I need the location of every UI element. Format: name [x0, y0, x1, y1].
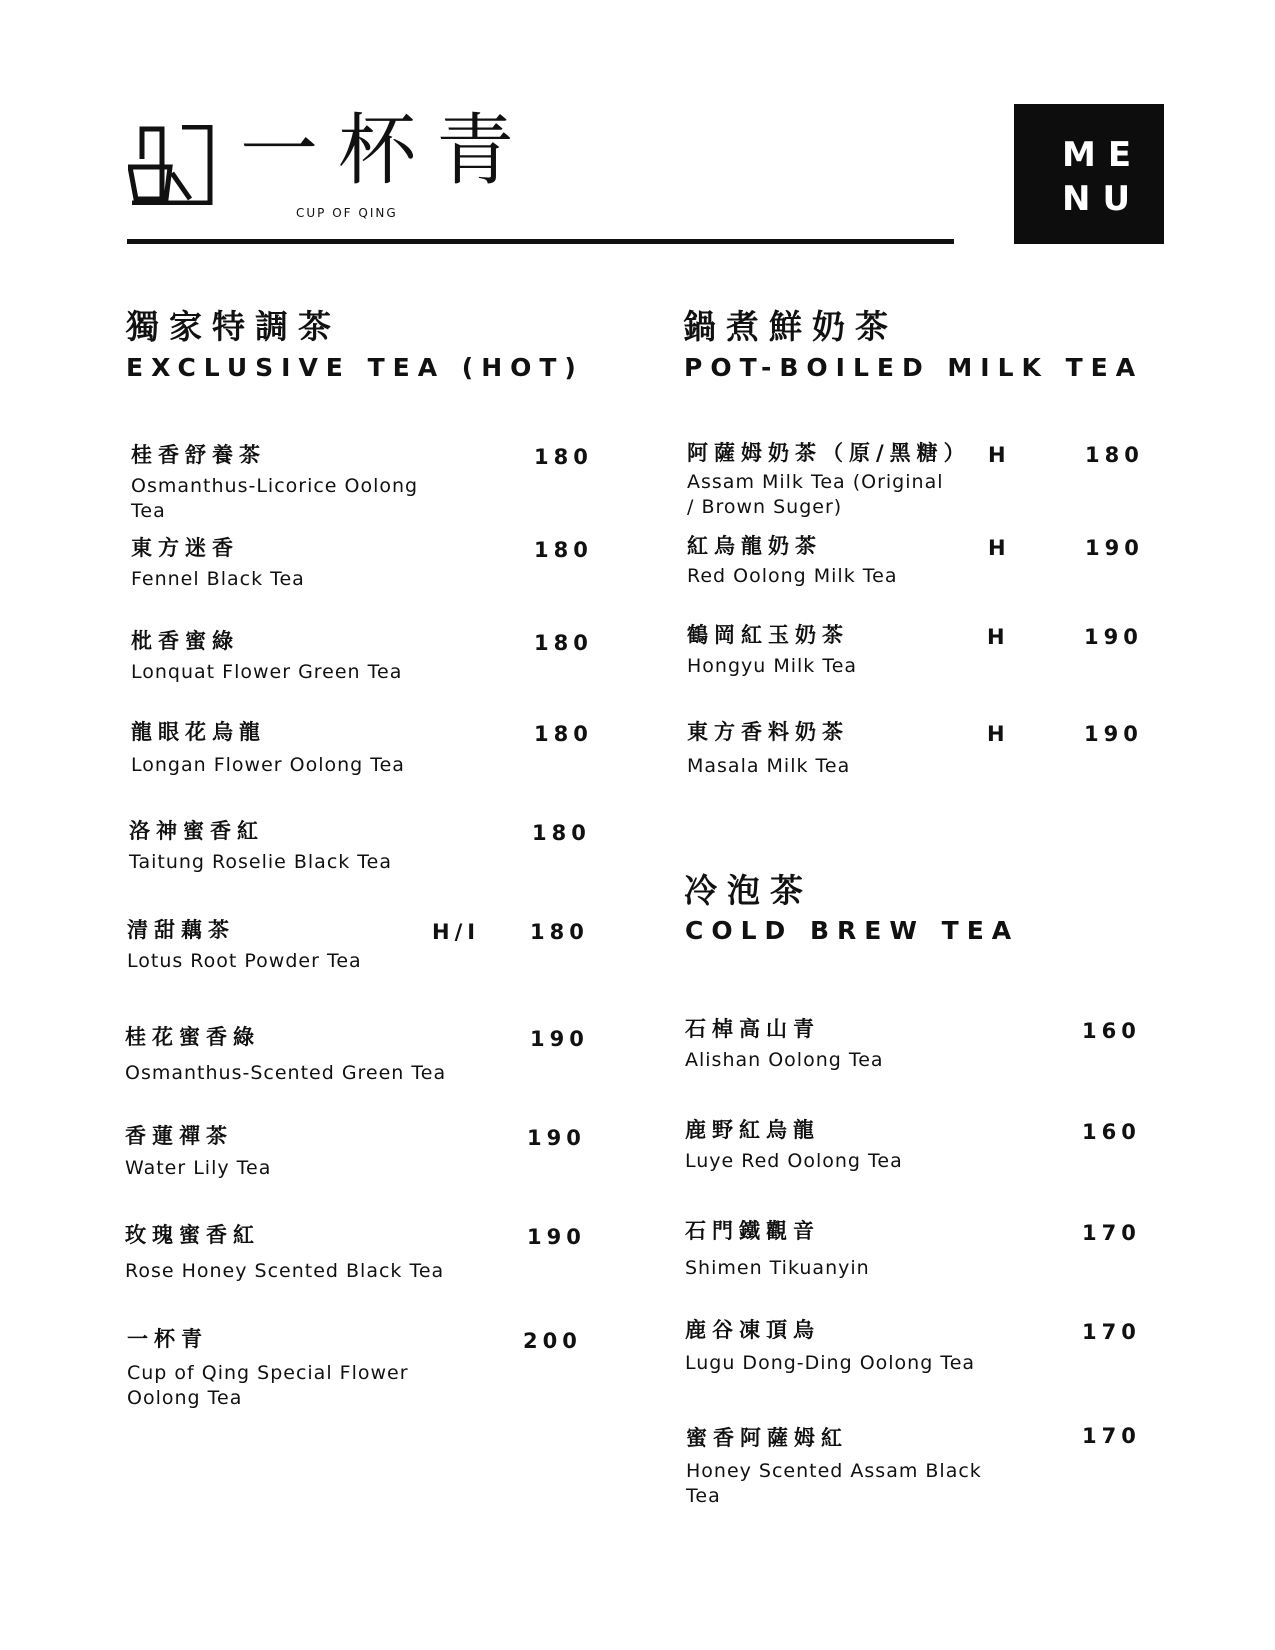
- item-price: 170: [1082, 1424, 1141, 1448]
- item-price: 190: [527, 1126, 586, 1150]
- item-name-en: Honey Scented Assam Black Tea: [686, 1460, 982, 1507]
- item-name-en: Fennel Black Tea: [131, 568, 305, 590]
- section-title-cold-zh: 冷泡茶: [684, 871, 813, 910]
- item-name-en: Cup of Qing Special Flower Oolong Tea: [127, 1362, 409, 1409]
- item-name-en: Osmanthus-Licorice Oolong Tea: [131, 475, 419, 522]
- header-divider: [127, 239, 954, 244]
- item-name-zh: 香蓮禪茶: [125, 1124, 233, 1148]
- item-name-en: Rose Honey Scented Black Tea: [125, 1260, 445, 1282]
- item-name-en: Luye Red Oolong Tea: [685, 1150, 903, 1172]
- item-name-zh: 石門鐵觀音: [685, 1219, 820, 1243]
- item-price: 190: [527, 1225, 586, 1249]
- menu-badge-line1: ME: [1062, 135, 1144, 175]
- menu-badge-line2: NU: [1062, 179, 1143, 219]
- item-name-zh: 桂香舒養茶: [131, 443, 266, 467]
- item-price: 180: [534, 631, 593, 655]
- item-price: 190: [1085, 536, 1144, 560]
- item-price: 170: [1082, 1221, 1141, 1245]
- item-price: 200: [523, 1329, 582, 1353]
- item-name-zh: 鶴岡紅玉奶茶: [687, 623, 849, 647]
- item-name-en: Water Lily Tea: [125, 1157, 272, 1179]
- section-title-exclusive-zh: 獨家特調茶: [126, 307, 341, 346]
- item-name-zh: 桂花蜜香綠: [125, 1025, 260, 1049]
- item-name-en: Lugu Dong-Ding Oolong Tea: [685, 1352, 976, 1374]
- item-name-en: Osmanthus-Scented Green Tea: [125, 1062, 447, 1084]
- item-name-en: Masala Milk Tea: [687, 755, 851, 777]
- item-name-zh: 蜜香阿薩姆紅: [686, 1426, 848, 1450]
- item-name-zh: 鹿谷凍頂烏: [685, 1318, 820, 1342]
- item-name-zh: 阿薩姆奶茶（原/黑糖）: [687, 441, 971, 465]
- item-price: 190: [1084, 625, 1143, 649]
- item-name-zh: 石棹高山青: [685, 1017, 820, 1041]
- item-price: 180: [534, 722, 593, 746]
- item-name-zh: 東方香料奶茶: [687, 720, 849, 744]
- item-name-en: Lotus Root Powder Tea: [127, 950, 362, 972]
- section-title-milk-zh: 鍋煮鮮奶茶: [683, 307, 898, 346]
- item-name-en: Taitung Roselie Black Tea: [129, 851, 393, 873]
- section-title-milk-en: POT-BOILED MILK TEA: [684, 353, 1144, 382]
- item-name-zh: 一杯青: [127, 1327, 208, 1351]
- section-title-exclusive-en: EXCLUSIVE TEA (HOT): [126, 353, 584, 382]
- item-price: 190: [1084, 722, 1143, 746]
- item-name-zh: 清甜藕茶: [127, 918, 235, 942]
- item-name-en: Hongyu Milk Tea: [687, 655, 858, 677]
- item-name-en: Shimen Tikuanyin: [685, 1257, 870, 1279]
- logo-icon: [128, 125, 216, 205]
- item-name-zh: 龍眼花烏龍: [131, 720, 266, 744]
- item-temperature: H: [988, 443, 1011, 467]
- item-price: 180: [1085, 443, 1144, 467]
- item-temperature: H/I: [432, 920, 481, 944]
- item-name-zh: 枇香蜜綠: [131, 629, 239, 653]
- item-price: 160: [1082, 1120, 1141, 1144]
- item-temperature: H: [988, 536, 1011, 560]
- item-temperature: H: [987, 722, 1010, 746]
- brand-logo-subtitle: CUP OF QING: [296, 206, 398, 220]
- item-name-en: Assam Milk Tea (Original / Brown Suger): [687, 471, 944, 518]
- item-price: 180: [532, 821, 591, 845]
- brand-logo-name: 一杯青: [240, 106, 535, 196]
- item-price: 160: [1082, 1019, 1141, 1043]
- item-name-zh: 紅烏龍奶茶: [687, 534, 822, 558]
- section-title-cold-en: COLD BREW TEA: [685, 916, 1020, 945]
- item-price: 180: [534, 538, 593, 562]
- item-price: 180: [534, 445, 593, 469]
- item-price: 170: [1082, 1320, 1141, 1344]
- item-name-zh: 玫瑰蜜香紅: [125, 1223, 260, 1247]
- item-name-en: Longan Flower Oolong Tea: [131, 754, 405, 776]
- item-name-en: Red Oolong Milk Tea: [687, 565, 898, 587]
- item-name-zh: 東方迷香: [131, 536, 239, 560]
- item-name-en: Alishan Oolong Tea: [685, 1049, 884, 1071]
- item-price: 180: [530, 920, 589, 944]
- menu-badge: [1014, 104, 1164, 244]
- item-name-en: Lonquat Flower Green Tea: [131, 661, 403, 683]
- item-price: 190: [530, 1027, 589, 1051]
- item-temperature: H: [987, 625, 1010, 649]
- item-name-zh: 鹿野紅烏龍: [685, 1118, 820, 1142]
- item-name-zh: 洛神蜜香紅: [129, 819, 264, 843]
